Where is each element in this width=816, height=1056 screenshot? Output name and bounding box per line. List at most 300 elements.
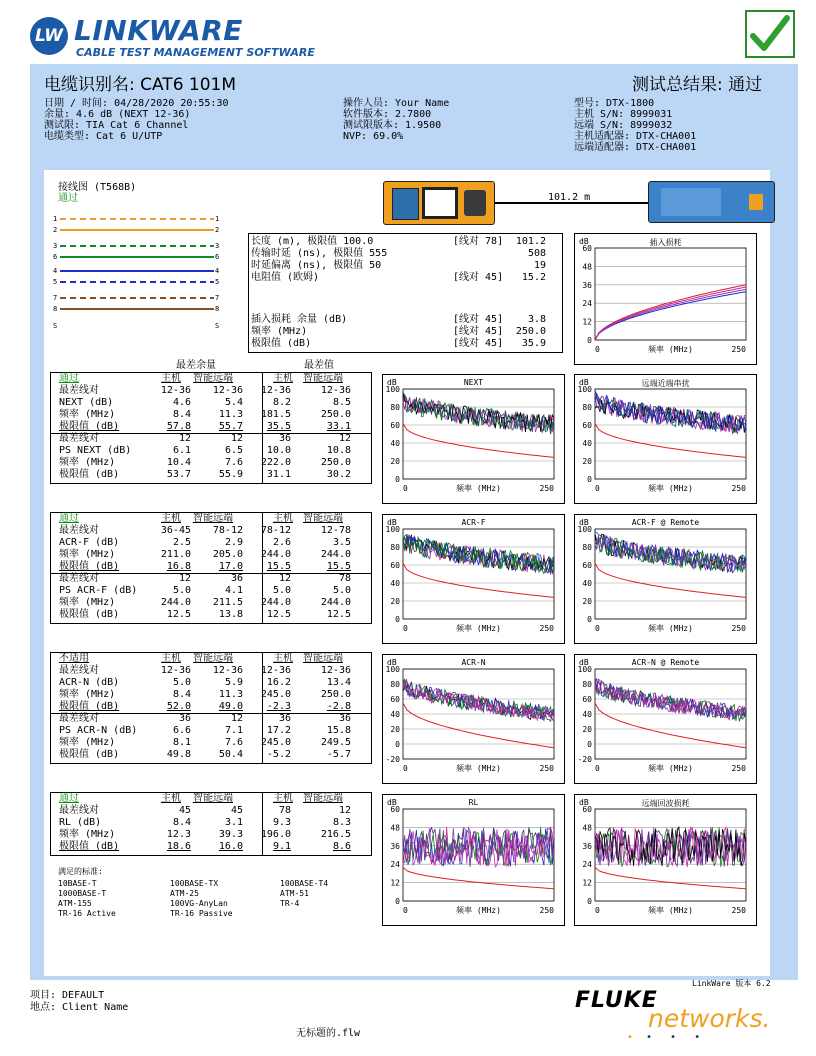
y-tick-label: 100 bbox=[577, 665, 592, 674]
info-cable-type: 电缆类型: Cat 6 U/UTP bbox=[44, 131, 163, 142]
summary-il-freq: 频率 (MHz) bbox=[251, 326, 308, 337]
x-axis-label: 频率 (MHz) bbox=[456, 764, 501, 773]
table-row-label: NEXT (dB) bbox=[59, 397, 114, 408]
x-axis-label: 0 bbox=[595, 906, 600, 915]
chart-traces bbox=[595, 531, 746, 597]
info-col-3 bbox=[574, 98, 696, 153]
y-tick-label: 60 bbox=[390, 421, 400, 430]
chart-plot bbox=[575, 655, 758, 785]
table-row-label: 频率 (MHz) bbox=[59, 409, 116, 420]
table-row-label: 频率 (MHz) bbox=[59, 549, 116, 560]
table-col-header: 主机 bbox=[273, 653, 293, 664]
info-main-sn: 主机 S/N: 8999031 bbox=[574, 109, 673, 120]
results-table bbox=[50, 512, 372, 624]
table-cell: 4.6 bbox=[172, 397, 191, 408]
table-cell: 7.1 bbox=[224, 725, 243, 736]
table-row-label: 极限值 (dB) bbox=[59, 561, 120, 572]
svg-text:3: 3 bbox=[53, 242, 58, 250]
table-row-label: 最差线对 bbox=[59, 665, 99, 676]
standard-item: TR-16 Passive bbox=[170, 909, 233, 918]
main-tester-image bbox=[383, 181, 495, 225]
y-tick-label: 80 bbox=[390, 680, 400, 689]
x-axis-label: 250 bbox=[539, 624, 554, 633]
table-cell: 12.5 bbox=[166, 609, 191, 620]
y-tick-label: 36 bbox=[582, 841, 592, 851]
table-row-label: 最差线对 bbox=[59, 433, 99, 444]
table-cell: 30.2 bbox=[326, 469, 351, 480]
table-row-label: 极限值 (dB) bbox=[59, 421, 120, 432]
table-cell: 53.7 bbox=[166, 469, 191, 480]
chart-unit: dB bbox=[387, 518, 397, 527]
linkware-version: LinkWare 版本 6.2 bbox=[692, 979, 771, 988]
summary-resistance: 电阻值 (欧姆) bbox=[251, 272, 320, 283]
table-cell: 78-12 bbox=[212, 525, 243, 536]
y-tick-label: 12 bbox=[582, 317, 592, 327]
info-model: 型号: DTX-1800 bbox=[574, 98, 655, 109]
chart-title: 插入损耗 bbox=[649, 238, 682, 247]
table-cell: 11.3 bbox=[218, 409, 243, 420]
chart-plot bbox=[383, 375, 566, 505]
table-cell: 78 bbox=[338, 573, 351, 584]
svg-text:3: 3 bbox=[215, 242, 220, 250]
logo-mark-icon: LW bbox=[30, 17, 68, 55]
table-cell: 244.0 bbox=[160, 597, 191, 608]
svg-text:8: 8 bbox=[215, 305, 220, 313]
chart-unit: dB bbox=[387, 798, 397, 807]
y-tick-label: 0 bbox=[395, 615, 400, 624]
logo-subtitle: CABLE TEST MANAGEMENT SOFTWARE bbox=[76, 46, 315, 59]
y-tick-label: 60 bbox=[390, 805, 400, 814]
summary-resistance-value: 15.2 bbox=[521, 272, 546, 283]
table-cell: 205.0 bbox=[212, 549, 243, 560]
limit-line bbox=[595, 867, 746, 888]
x-axis-label: 0 bbox=[595, 484, 600, 493]
table-cell: 55.7 bbox=[218, 421, 243, 432]
table-cell: 17.2 bbox=[266, 725, 291, 736]
y-tick-label: -20 bbox=[577, 755, 592, 764]
table-col-header: 主机 bbox=[161, 373, 181, 384]
table-cell: 16.2 bbox=[266, 677, 291, 688]
table-status: 通过 bbox=[59, 373, 79, 384]
info-remote-adapter: 远端适配器: DTX-CHA001 bbox=[574, 142, 697, 153]
table-cell: 8.3 bbox=[332, 817, 351, 828]
chart-unit: dB bbox=[579, 378, 589, 387]
y-tick-label: 100 bbox=[577, 525, 592, 534]
table-cell: 49.8 bbox=[166, 749, 191, 760]
standard-item: TR-4 bbox=[280, 899, 300, 908]
trace-line bbox=[595, 285, 746, 340]
table-cell: 6.6 bbox=[172, 725, 191, 736]
y-tick-label: 40 bbox=[582, 439, 592, 448]
svg-text:5: 5 bbox=[53, 278, 58, 286]
x-axis-label: 250 bbox=[539, 764, 554, 773]
x-axis-label: 0 bbox=[403, 484, 408, 493]
chart-acrn_r bbox=[574, 654, 757, 784]
svg-text:4: 4 bbox=[53, 267, 58, 275]
y-tick-label: 40 bbox=[582, 579, 592, 588]
table-row-label: PS NEXT (dB) bbox=[59, 445, 132, 456]
check-icon bbox=[745, 10, 795, 58]
table-cell: 12.5 bbox=[266, 609, 291, 620]
table-cell: 33.1 bbox=[326, 421, 351, 432]
trace-line bbox=[595, 287, 746, 340]
worst-margin-header: 最差余量 bbox=[176, 360, 216, 371]
table-cell: -2.8 bbox=[326, 701, 351, 712]
table-cell: 7.6 bbox=[224, 457, 243, 468]
plot-frame bbox=[595, 389, 746, 479]
y-tick-label: -20 bbox=[385, 755, 400, 764]
table-cell: 250.0 bbox=[320, 689, 351, 700]
table-row-label: PS ACR-N (dB) bbox=[59, 725, 138, 736]
chart-title: 远端近端串扰 bbox=[641, 379, 690, 388]
y-tick-label: 60 bbox=[390, 695, 400, 704]
wiremap-title: 接线图 (T568B) bbox=[58, 182, 137, 193]
y-tick-label: 0 bbox=[587, 336, 592, 345]
fluke-dots: • bbox=[627, 1032, 640, 1043]
y-tick-label: 100 bbox=[577, 385, 592, 394]
chart-plot bbox=[575, 795, 758, 927]
table-col-header: 智能远端 bbox=[303, 793, 343, 804]
x-axis-label: 频率 (MHz) bbox=[456, 906, 501, 915]
table-cell: 244.0 bbox=[320, 549, 351, 560]
svg-text:1: 1 bbox=[53, 215, 58, 223]
y-tick-label: 40 bbox=[390, 579, 400, 588]
chart-traces bbox=[403, 827, 554, 889]
x-axis-label: 250 bbox=[731, 624, 746, 633]
table-cell: 8.2 bbox=[272, 397, 291, 408]
standard-item: TR-16 Active bbox=[58, 909, 116, 918]
standard-item: ATM-25 bbox=[170, 889, 199, 898]
y-tick-label: 0 bbox=[395, 897, 400, 906]
standard-item: 10BASE-T bbox=[58, 879, 97, 888]
table-col-header: 智能远端 bbox=[193, 513, 233, 524]
results-table bbox=[50, 792, 372, 856]
summary-il-margin-value: 3.8 bbox=[527, 314, 546, 325]
link-length: 101.2 m bbox=[548, 192, 591, 203]
y-tick-label: 0 bbox=[587, 475, 592, 484]
table-col-header: 智能远端 bbox=[303, 373, 343, 384]
table-cell: 15.5 bbox=[266, 561, 291, 572]
results-table bbox=[50, 652, 372, 764]
table-cell: 36 bbox=[278, 433, 291, 444]
table-cell: 50.4 bbox=[218, 749, 243, 760]
summary-il-limit-value: 35.9 bbox=[521, 338, 546, 349]
y-tick-label: 20 bbox=[390, 597, 400, 606]
table-col-header: 主机 bbox=[273, 793, 293, 804]
chart-traces bbox=[595, 390, 746, 457]
summary-box bbox=[248, 233, 563, 353]
table-cell: 36 bbox=[178, 713, 191, 724]
y-tick-label: 40 bbox=[390, 439, 400, 448]
y-tick-label: 80 bbox=[582, 680, 592, 689]
chart-unit: dB bbox=[579, 798, 589, 807]
summary-il-limit-pair: [线对 45] bbox=[453, 338, 504, 349]
trace-line bbox=[595, 289, 746, 340]
table-cell: -2.3 bbox=[266, 701, 291, 712]
table-row-label: 最差线对 bbox=[59, 713, 99, 724]
chart-title: ACR-N @ Remote bbox=[631, 658, 700, 667]
standard-item: 100VG-AnyLan bbox=[170, 899, 228, 908]
x-axis-label: 频率 (MHz) bbox=[648, 345, 693, 354]
trace-line bbox=[595, 394, 746, 432]
chart-il bbox=[574, 233, 757, 365]
table-cell: 211.5 bbox=[212, 597, 243, 608]
table-cell: 15.5 bbox=[326, 561, 351, 572]
table-cell: 18.6 bbox=[166, 841, 191, 852]
y-tick-label: 48 bbox=[582, 823, 592, 833]
table-cell: 245.0 bbox=[260, 689, 291, 700]
table-cell: 55.9 bbox=[218, 469, 243, 480]
table-cell: 2.5 bbox=[172, 537, 191, 548]
table-cell: 196.0 bbox=[260, 829, 291, 840]
svg-text:1: 1 bbox=[215, 215, 220, 223]
y-tick-label: 24 bbox=[390, 860, 400, 870]
table-col-header: 主机 bbox=[161, 793, 181, 804]
table-col-header: 主机 bbox=[161, 653, 181, 664]
table-cell: 52.0 bbox=[166, 701, 191, 712]
table-cell: 12 bbox=[230, 713, 243, 724]
chart-acrn bbox=[382, 654, 565, 784]
x-axis-label: 250 bbox=[539, 484, 554, 493]
y-tick-label: 0 bbox=[587, 615, 592, 624]
x-axis-label: 0 bbox=[595, 345, 600, 354]
summary-delay: 传输时延 (ns), 极限值 555 bbox=[251, 248, 388, 259]
table-cell: 16.0 bbox=[218, 841, 243, 852]
project-label: 项目: DEFAULT bbox=[30, 990, 105, 1001]
y-tick-label: 20 bbox=[582, 457, 592, 466]
standard-item: ATM-155 bbox=[58, 899, 92, 908]
table-cell: 12 bbox=[230, 433, 243, 444]
table-status: 通过 bbox=[59, 513, 79, 524]
table-row-label: 极限值 (dB) bbox=[59, 469, 120, 480]
chart-traces bbox=[403, 678, 554, 748]
table-cell: -5.2 bbox=[266, 749, 291, 760]
table-cell: 245.0 bbox=[260, 737, 291, 748]
table-cell: 12-78 bbox=[320, 525, 351, 536]
table-cell: 12 bbox=[178, 433, 191, 444]
y-tick-label: 48 bbox=[390, 823, 400, 833]
svg-text:8: 8 bbox=[53, 305, 58, 313]
table-cell: 5.0 bbox=[172, 677, 191, 688]
table-cell: 5.4 bbox=[224, 397, 243, 408]
table-row-label: 频率 (MHz) bbox=[59, 597, 116, 608]
y-tick-label: 12 bbox=[390, 878, 400, 888]
table-row-label: 最差线对 bbox=[59, 805, 99, 816]
chart-next_r bbox=[574, 374, 757, 504]
info-operator: 操作人员: Your Name bbox=[343, 98, 450, 109]
table-cell: 12.3 bbox=[166, 829, 191, 840]
cable-id-title: 电缆识别名: CAT6 101M bbox=[44, 75, 237, 95]
svg-text:6: 6 bbox=[53, 253, 58, 261]
table-col-header: 主机 bbox=[161, 513, 181, 524]
y-tick-label: 60 bbox=[582, 695, 592, 704]
table-cell: 49.0 bbox=[218, 701, 243, 712]
table-row-label: ACR-N (dB) bbox=[59, 677, 120, 688]
table-cell: 222.0 bbox=[260, 457, 291, 468]
y-tick-label: 100 bbox=[385, 525, 400, 534]
y-tick-label: 24 bbox=[582, 860, 592, 870]
table-cell: 7.6 bbox=[224, 737, 243, 748]
chart-unit: dB bbox=[579, 237, 589, 246]
y-tick-label: 0 bbox=[395, 475, 400, 484]
table-cell: 12-36 bbox=[212, 665, 243, 676]
chart-title: ACR-F @ Remote bbox=[631, 518, 700, 527]
info-limit: 测试限: TIA Cat 6 Channel bbox=[44, 120, 189, 131]
fluke-dots-dark: • • • bbox=[646, 1032, 707, 1043]
x-axis-label: 0 bbox=[403, 624, 408, 633]
info-software-version: 软件版本: 2.7800 bbox=[343, 109, 432, 120]
chart-rl bbox=[382, 794, 565, 926]
table-cell: 250.0 bbox=[320, 457, 351, 468]
table-cell: 12 bbox=[178, 573, 191, 584]
summary-il-margin: 插入损耗 余量 (dB) bbox=[251, 314, 348, 325]
table-row-label: 频率 (MHz) bbox=[59, 689, 116, 700]
table-cell: 8.4 bbox=[172, 689, 191, 700]
table-cell: 5.0 bbox=[332, 585, 351, 596]
chart-plot bbox=[383, 515, 566, 645]
table-col-header: 智能远端 bbox=[193, 793, 233, 804]
table-cell: 216.5 bbox=[320, 829, 351, 840]
table-cell: 12-36 bbox=[212, 385, 243, 396]
y-tick-label: 80 bbox=[390, 403, 400, 412]
info-main-adapter: 主机适配器: DTX-CHA001 bbox=[574, 131, 697, 142]
x-axis-label: 频率 (MHz) bbox=[648, 764, 693, 773]
table-cell: 12-36 bbox=[160, 665, 191, 676]
y-tick-label: 60 bbox=[582, 805, 592, 814]
wiremap-status: 通过 bbox=[58, 193, 78, 204]
table-cell: 8.4 bbox=[172, 409, 191, 420]
svg-text:4: 4 bbox=[215, 267, 220, 275]
table-cell: 35.5 bbox=[266, 421, 291, 432]
chart-plot bbox=[575, 375, 758, 505]
summary-resistance-pair: [线对 45] bbox=[453, 272, 504, 283]
y-tick-label: 80 bbox=[390, 543, 400, 552]
chart-title: 远端回波损耗 bbox=[641, 799, 690, 808]
table-cell: 4.1 bbox=[224, 585, 243, 596]
table-cell: 12 bbox=[278, 573, 291, 584]
x-axis-label: 频率 (MHz) bbox=[456, 624, 501, 633]
y-tick-label: 36 bbox=[390, 841, 400, 851]
y-tick-label: 80 bbox=[582, 543, 592, 552]
x-axis-label: 250 bbox=[539, 906, 554, 915]
summary-length-pair: [线对 78] bbox=[453, 236, 504, 247]
info-col-2 bbox=[343, 98, 449, 142]
table-cell: 211.0 bbox=[160, 549, 191, 560]
y-tick-label: 100 bbox=[385, 385, 400, 394]
table-cell: 244.0 bbox=[260, 549, 291, 560]
table-cell: 36 bbox=[278, 713, 291, 724]
table-cell: 10.8 bbox=[326, 445, 351, 456]
table-cell: 9.1 bbox=[272, 841, 291, 852]
summary-skew: 时延偏离 (ns), 极限值 50 bbox=[251, 260, 382, 271]
table-row-label: 极限值 (dB) bbox=[59, 609, 120, 620]
table-cell: 5.0 bbox=[272, 585, 291, 596]
table-col-header: 主机 bbox=[273, 373, 293, 384]
table-cell: -5.7 bbox=[326, 749, 351, 760]
summary-il-freq-value: 250.0 bbox=[515, 326, 546, 337]
table-cell: 12-36 bbox=[160, 385, 191, 396]
standard-item: 1000BASE-T bbox=[58, 889, 107, 898]
overall-result: 测试总结果: 通过 bbox=[632, 75, 763, 95]
info-limit-version: 测试限版本: 1.9500 bbox=[343, 120, 442, 131]
y-tick-label: 0 bbox=[395, 740, 400, 749]
table-col-header: 智能远端 bbox=[303, 513, 343, 524]
site-label: 地点: Client Name bbox=[30, 1002, 129, 1013]
x-axis-label: 频率 (MHz) bbox=[648, 906, 693, 915]
table-cell: 39.3 bbox=[218, 829, 243, 840]
table-col-header: 智能远端 bbox=[303, 653, 343, 664]
table-row-label: 极限值 (dB) bbox=[59, 701, 120, 712]
table-cell: 12 bbox=[338, 433, 351, 444]
table-cell: 78 bbox=[278, 805, 291, 816]
table-cell: 8.4 bbox=[172, 817, 191, 828]
wiremap-diagram bbox=[50, 210, 230, 328]
info-remote-sn: 远端 S/N: 8999032 bbox=[574, 120, 673, 131]
svg-text:6: 6 bbox=[215, 253, 220, 261]
table-row-label: ACR-F (dB) bbox=[59, 537, 120, 548]
table-cell: 244.0 bbox=[320, 597, 351, 608]
table-cell: 45 bbox=[230, 805, 243, 816]
table-cell: 9.3 bbox=[272, 817, 291, 828]
svg-text:2: 2 bbox=[53, 226, 58, 234]
y-tick-label: 20 bbox=[390, 457, 400, 466]
table-row-label: 最差线对 bbox=[59, 573, 99, 584]
table-cell: 12-36 bbox=[320, 385, 351, 396]
table-cell: 57.8 bbox=[166, 421, 191, 432]
table-col-header: 智能远端 bbox=[193, 373, 233, 384]
y-tick-label: 24 bbox=[582, 299, 592, 309]
table-row-label: PS ACR-F (dB) bbox=[59, 585, 138, 596]
svg-text:7: 7 bbox=[215, 294, 220, 302]
chart-plot bbox=[575, 234, 758, 366]
y-tick-label: 0 bbox=[587, 740, 592, 749]
y-tick-label: 60 bbox=[582, 561, 592, 570]
table-cell: 8.6 bbox=[332, 841, 351, 852]
y-tick-label: 20 bbox=[582, 725, 592, 734]
limit-line bbox=[403, 867, 554, 888]
x-axis-label: 0 bbox=[595, 764, 600, 773]
table-cell: 12-36 bbox=[260, 385, 291, 396]
results-table bbox=[50, 372, 372, 484]
svg-text:S: S bbox=[53, 322, 58, 328]
standard-item: 100BASE-T4 bbox=[280, 879, 329, 888]
table-cell: 13.4 bbox=[326, 677, 351, 688]
chart-next bbox=[382, 374, 565, 504]
table-cell: 36-45 bbox=[160, 525, 191, 536]
table-status: 不适用 bbox=[59, 653, 89, 664]
table-row-label: 极限值 (dB) bbox=[59, 749, 120, 760]
limit-line bbox=[595, 423, 746, 457]
table-row-label: 频率 (MHz) bbox=[59, 737, 116, 748]
x-axis-label: 0 bbox=[595, 624, 600, 633]
trace-line bbox=[595, 292, 746, 340]
x-axis-label: 频率 (MHz) bbox=[456, 484, 501, 493]
chart-traces bbox=[403, 534, 554, 597]
x-axis-label: 0 bbox=[403, 906, 408, 915]
table-row-label: RL (dB) bbox=[59, 817, 102, 828]
table-cell: 6.5 bbox=[224, 445, 243, 456]
summary-length: 长度 (m), 极限值 100.0 bbox=[251, 236, 374, 247]
file-name: 无标题的.flw bbox=[296, 1028, 361, 1039]
table-cell: 2.6 bbox=[272, 537, 291, 548]
table-cell: 12-36 bbox=[260, 665, 291, 676]
table-cell: 15.8 bbox=[326, 725, 351, 736]
info-nvp: NVP: 69.0% bbox=[343, 131, 404, 142]
table-cell: 10.0 bbox=[266, 445, 291, 456]
table-cell: 8.1 bbox=[172, 737, 191, 748]
table-row-label: 频率 (MHz) bbox=[59, 829, 116, 840]
chart-traces bbox=[595, 827, 746, 889]
